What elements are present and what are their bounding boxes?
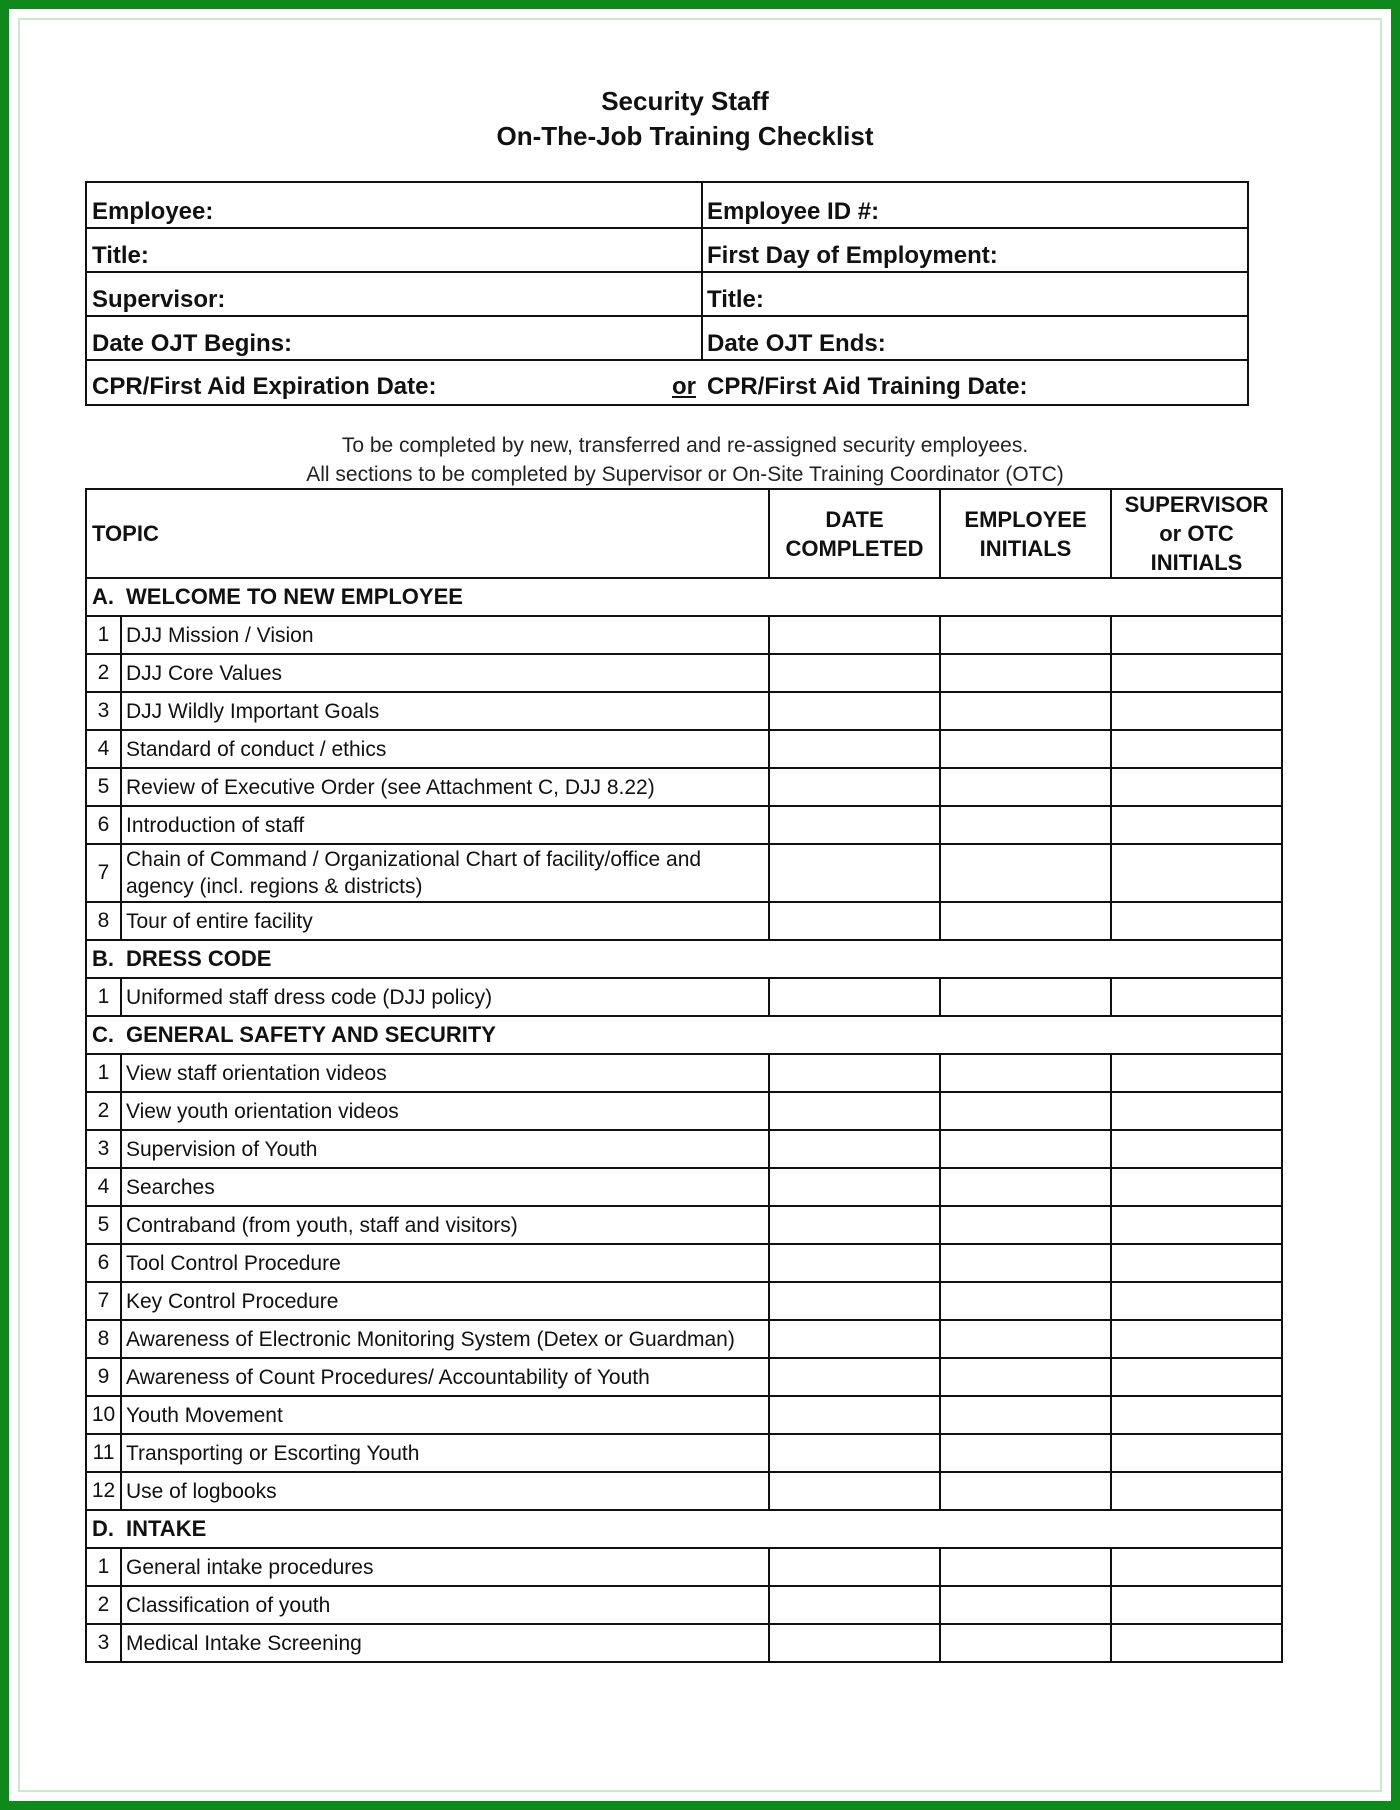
date-completed-cell[interactable] [769, 978, 940, 1016]
item-topic: Awareness of Count Procedures/ Accountability of Youth [121, 1358, 769, 1396]
table-row [86, 1320, 1282, 1358]
table-row [86, 616, 1282, 654]
supervisor-title-field[interactable] [804, 315, 1249, 317]
cpr-training-label: CPR/First Aid Training Date: [707, 373, 1028, 400]
section-name: DRESS CODE [126, 946, 272, 971]
employee-initials-cell[interactable] [940, 1624, 1111, 1662]
supervisor-field[interactable] [258, 315, 701, 317]
table-row [86, 1206, 1282, 1244]
item-topic: Youth Movement [121, 1396, 769, 1434]
item-number: 11 [86, 1434, 121, 1472]
supervisor-initials-cell[interactable] [1111, 730, 1282, 768]
title-field[interactable] [189, 271, 701, 273]
item-number: 1 [86, 1054, 121, 1092]
section-title [86, 578, 1282, 616]
item-topic: Transporting or Escorting Youth [121, 1434, 769, 1472]
item-topic: General intake procedures [121, 1548, 769, 1586]
item-number: 6 [86, 1244, 121, 1282]
employee-initials-cell[interactable] [940, 768, 1111, 806]
or-label: or [672, 373, 696, 400]
date-completed-cell[interactable] [769, 1434, 940, 1472]
table-row [86, 1624, 1282, 1662]
section-letter: B. [92, 946, 114, 971]
date-completed-cell[interactable] [769, 1206, 940, 1244]
table-row [86, 1168, 1282, 1206]
item-number: 5 [86, 768, 121, 806]
item-topic: Supervision of Youth [121, 1130, 769, 1168]
date-completed-cell[interactable] [769, 1624, 940, 1662]
employee-initials-cell[interactable] [940, 1130, 1111, 1168]
item-number: 3 [86, 1624, 121, 1662]
supervisor-initials-cell[interactable] [1111, 978, 1282, 1016]
employee-initials-cell[interactable] [940, 730, 1111, 768]
item-topic: DJJ Wildly Important Goals [121, 692, 769, 730]
employee-initials-cell[interactable] [940, 1206, 1111, 1244]
item-number: 1 [86, 1548, 121, 1586]
supervisor-initials-cell[interactable] [1111, 1168, 1282, 1206]
date-completed-cell[interactable] [769, 806, 940, 844]
supervisor-initials-cell[interactable] [1111, 1358, 1282, 1396]
table-header-row [86, 489, 1282, 578]
item-topic: Medical Intake Screening [121, 1624, 769, 1662]
date-completed-cell[interactable] [769, 844, 940, 902]
table-row [86, 1282, 1282, 1320]
date-completed-cell[interactable] [769, 1320, 940, 1358]
section-header-row [86, 578, 1282, 616]
supervisor-initials-cell[interactable] [1111, 806, 1282, 844]
item-topic: DJJ Core Values [121, 654, 769, 692]
employee-initials-cell[interactable] [940, 1054, 1111, 1092]
date-completed-cell[interactable] [769, 1472, 940, 1510]
item-number: 4 [86, 730, 121, 768]
supervisor-initials-cell[interactable] [1111, 1282, 1282, 1320]
supervisor-initials-cell[interactable] [1111, 1586, 1282, 1624]
item-topic: Tour of entire facility [121, 902, 769, 940]
section-letter: A. [92, 584, 114, 609]
first-day-label: First Day of Employment: [707, 242, 998, 269]
employee-initials-cell[interactable] [940, 692, 1111, 730]
item-number: 10 [86, 1396, 121, 1434]
table-row [86, 1586, 1282, 1624]
table-row [86, 1472, 1282, 1510]
page-subtitle: On-The-Job Training Checklist [496, 121, 874, 151]
item-topic: Awareness of Electronic Monitoring System (Detex or Guardman) [121, 1320, 769, 1358]
supervisor-initials-cell[interactable] [1111, 768, 1282, 806]
date-completed-cell[interactable] [769, 1586, 940, 1624]
item-topic: Uniformed staff dress code (DJJ policy) [121, 978, 769, 1016]
date-completed-cell[interactable] [769, 1396, 940, 1434]
table-row [86, 1548, 1282, 1586]
date-completed-cell[interactable] [769, 692, 940, 730]
table-row [86, 1054, 1282, 1092]
employee-field[interactable] [258, 227, 701, 229]
item-topic: Use of logbooks [121, 1472, 769, 1510]
employee-info-box [85, 181, 1249, 406]
item-topic: View staff orientation videos [121, 1054, 769, 1092]
date-begins-label: Date OJT Begins: [92, 330, 293, 357]
section-header-row [86, 940, 1282, 978]
employee-initials-cell[interactable] [940, 1244, 1111, 1282]
table-row [86, 844, 1282, 902]
item-number: 3 [86, 1130, 121, 1168]
date-completed-cell[interactable] [769, 1282, 940, 1320]
supervisor-initials-cell[interactable] [1111, 1434, 1282, 1472]
item-topic: Standard of conduct / ethics [121, 730, 769, 768]
employee-initials-cell[interactable] [940, 654, 1111, 692]
supervisor-initials-cell[interactable] [1111, 616, 1282, 654]
item-number: 2 [86, 1586, 121, 1624]
item-number: 2 [86, 1092, 121, 1130]
table-row [86, 978, 1282, 1016]
date-completed-cell[interactable] [769, 768, 940, 806]
employee-initials-cell[interactable] [940, 1586, 1111, 1624]
section-title [86, 1510, 1282, 1548]
table-row [86, 1396, 1282, 1434]
employee-id-field[interactable] [906, 227, 1249, 229]
supervisor-initials-cell[interactable] [1111, 1130, 1282, 1168]
table-row [86, 654, 1282, 692]
item-number: 4 [86, 1168, 121, 1206]
section-name: WELCOME TO NEW EMPLOYEE [126, 584, 463, 609]
table-row [86, 1130, 1282, 1168]
section-title [86, 940, 1282, 978]
employee-initials-header: EMPLOYEE INITIALS [940, 489, 1111, 578]
item-topic: Chain of Command / Organizational Chart of facility/office and agency (incl. regions & districts) [121, 844, 769, 902]
employee-initials-cell[interactable] [940, 978, 1111, 1016]
employee-initials-cell[interactable] [940, 902, 1111, 940]
employee-initials-cell[interactable] [940, 1320, 1111, 1358]
date-completed-cell[interactable] [769, 1168, 940, 1206]
section-name: INTAKE [126, 1516, 207, 1541]
item-number: 1 [86, 978, 121, 1016]
employee-initials-cell[interactable] [940, 616, 1111, 654]
table-row [86, 730, 1282, 768]
supervisor-initials-cell[interactable] [1111, 1624, 1282, 1662]
employee-initials-cell[interactable] [940, 1168, 1111, 1206]
topic-header: TOPIC [86, 489, 769, 578]
supervisor-title-label: Title: [707, 286, 764, 313]
supervisor-initials-cell[interactable] [1111, 692, 1282, 730]
date-completed-cell[interactable] [769, 1244, 940, 1282]
employee-id-label: Employee ID #: [707, 198, 880, 225]
section-header-row [86, 1016, 1282, 1054]
employee-initials-cell[interactable] [940, 1548, 1111, 1586]
employee-initials-cell[interactable] [940, 1092, 1111, 1130]
date-completed-cell[interactable] [769, 1092, 940, 1130]
employee-initials-cell[interactable] [940, 844, 1111, 902]
supervisor-initials-cell[interactable] [1111, 844, 1282, 902]
instruction-line-1: To be completed by new, transferred and re-assigned security employees. [341, 434, 1029, 457]
table-row [86, 1358, 1282, 1396]
item-topic: Introduction of staff [121, 806, 769, 844]
date-ends-label: Date OJT Ends: [707, 330, 886, 357]
item-topic: DJJ Mission / Vision [121, 616, 769, 654]
item-topic: Key Control Procedure [121, 1282, 769, 1320]
item-number: 8 [86, 902, 121, 940]
item-topic: Tool Control Procedure [121, 1244, 769, 1282]
item-number: 7 [86, 844, 121, 902]
supervisor-initials-cell[interactable] [1111, 1206, 1282, 1244]
item-topic: Searches [121, 1168, 769, 1206]
page-title: Security Staff [601, 86, 769, 116]
supervisor-initials-cell[interactable] [1111, 1548, 1282, 1586]
table-row [86, 768, 1282, 806]
date-completed-cell[interactable] [769, 730, 940, 768]
supervisor-initials-cell[interactable] [1111, 1472, 1282, 1510]
table-row [86, 806, 1282, 844]
supervisor-initials-cell[interactable] [1111, 1054, 1282, 1092]
item-number: 3 [86, 692, 121, 730]
item-number: 8 [86, 1320, 121, 1358]
employee-initials-cell[interactable] [940, 1472, 1111, 1510]
section-header-row [86, 1510, 1282, 1548]
first-day-field[interactable] [1044, 271, 1249, 273]
supervisor-initials-cell[interactable] [1111, 1320, 1282, 1358]
table-row [86, 1244, 1282, 1282]
date-completed-cell[interactable] [769, 902, 940, 940]
section-title [86, 1016, 1282, 1054]
table-row [86, 1092, 1282, 1130]
date-completed-cell[interactable] [769, 1130, 940, 1168]
employee-initials-cell[interactable] [940, 1282, 1111, 1320]
item-number: 5 [86, 1206, 121, 1244]
supervisor-initials-cell[interactable] [1111, 654, 1282, 692]
item-topic: View youth orientation videos [121, 1092, 769, 1130]
item-number: 9 [86, 1358, 121, 1396]
date-completed-header: DATE COMPLETED [769, 489, 940, 578]
section-letter: D. [92, 1516, 114, 1541]
table-row [86, 1434, 1282, 1472]
supervisor-label: Supervisor: [92, 286, 226, 313]
item-topic: Classification of youth [121, 1586, 769, 1624]
supervisor-initials-cell[interactable] [1111, 1244, 1282, 1282]
section-name: GENERAL SAFETY AND SECURITY [126, 1022, 496, 1047]
item-number: 12 [86, 1472, 121, 1510]
employee-initials-cell[interactable] [940, 1396, 1111, 1434]
item-number: 2 [86, 654, 121, 692]
employee-label: Employee: [92, 198, 214, 225]
supervisor-initials-cell[interactable] [1111, 1396, 1282, 1434]
item-topic: Review of Executive Order (see Attachment C, DJJ 8.22) [121, 768, 769, 806]
date-completed-cell[interactable] [769, 1548, 940, 1586]
date-completed-cell[interactable] [769, 616, 940, 654]
date-completed-cell[interactable] [769, 1358, 940, 1396]
instruction-line-2: All sections to be completed by Supervisor or On-Site Training Coordinator (OTC) [306, 463, 1064, 486]
employee-initials-cell[interactable] [940, 1358, 1111, 1396]
checklist-table [85, 488, 1283, 1663]
table-row [86, 692, 1282, 730]
cpr-expiration-label: CPR/First Aid Expiration Date: [92, 373, 437, 400]
section-letter: C. [92, 1022, 114, 1047]
date-completed-cell[interactable] [769, 1054, 940, 1092]
item-number: 1 [86, 616, 121, 654]
date-completed-cell[interactable] [769, 654, 940, 692]
employee-initials-cell[interactable] [940, 1434, 1111, 1472]
item-number: 6 [86, 806, 121, 844]
employee-initials-cell[interactable] [940, 806, 1111, 844]
supervisor-initials-cell[interactable] [1111, 902, 1282, 940]
supervisor-initials-cell[interactable] [1111, 1092, 1282, 1130]
item-topic: Contraband (from youth, staff and visitors) [121, 1206, 769, 1244]
item-number: 7 [86, 1282, 121, 1320]
title-label: Title: [92, 242, 149, 269]
table-row [86, 902, 1282, 940]
supervisor-initials-header: SUPERVISOR or OTC INITIALS [1111, 489, 1282, 578]
